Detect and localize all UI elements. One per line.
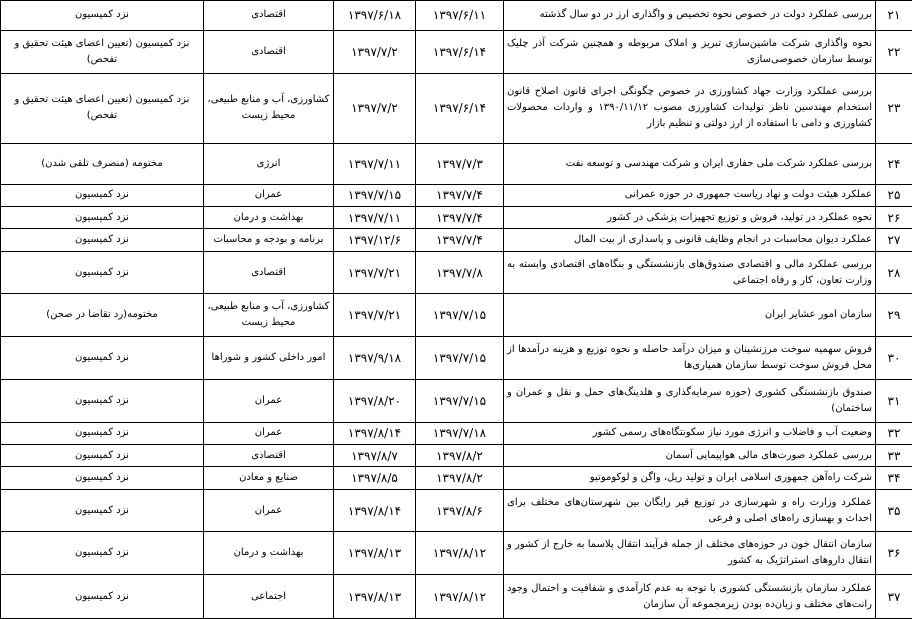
commission-cell: برنامه و بودجه و محاسبات [204,229,334,251]
row-number-cell: ۲۵ [876,184,912,206]
table-row [1,575,912,619]
row-number-cell: ۲۹ [876,294,912,337]
request-date-cell: ۱۳۹۷/۸/۶ [416,489,504,532]
row-number-cell: ۳۴ [876,467,912,489]
subject-cell: بررسی عملکرد مالی و اقتصادی صندوق‌های بازنشستگی و بنگاه‌های اقتصادی وابسته به وزارت تعاون، کار و رفاه اجتماعی [504,251,876,294]
table-row [1,379,912,422]
commission-cell: عمران [204,184,334,206]
status-cell: مختومه(رد تقاضا در صحن) [1,294,204,337]
table-body [1,1,912,619]
request-date-cell: ۱۳۹۷/۸/۱۲ [416,532,504,575]
status-cell: مختومه (منصرف تلقی شدن) [1,144,204,185]
commission-cell: صنایع و معادن [204,467,334,489]
row-number-cell: ۳۱ [876,379,912,422]
table-row [1,30,912,73]
status-cell: نزد کمیسیون [1,467,204,489]
commission-cell: کشاورزی، آب و منابع طبیعی، محیط زیست [204,294,334,337]
referral-date-cell: ۱۳۹۷/۷/۱۵ [334,184,416,206]
table-row [1,251,912,294]
referral-date-cell: ۱۳۹۷/۷/۲ [334,73,416,143]
status-cell: نزد کمیسیون [1,422,204,444]
commission-cell: عمران [204,379,334,422]
commission-cell: عمران [204,422,334,444]
referral-date-cell: ۱۳۹۷/۸/۱۴ [334,422,416,444]
row-number-cell: ۲۳ [876,73,912,143]
subject-cell: بررسی عملکرد صورت‌های مالی هواپیمایی آسمان [504,444,876,466]
table-row [1,294,912,337]
status-cell: نزد کمیسیون (تعیین اعضای هیئت تحقیق و تفحص) [1,30,204,73]
table-row [1,489,912,532]
table-row [1,444,912,466]
request-date-cell: ۱۳۹۷/۷/۱۵ [416,379,504,422]
subject-cell: عملکرد سازمان بازنشستگی کشوری با توجه به عدم کارآمدی و شفافیت و احتمال وجود رانت‌های مختلف و زیان‌ده بودن زیرمجموعه آن سازمان [504,575,876,619]
table-row [1,422,912,444]
subject-cell: شرکت راه‌آهن جمهوری اسلامی ایران و تولید ریل، واگن و لوکوموتیو [504,467,876,489]
commission-cell: بهداشت و درمان [204,532,334,575]
table-row [1,229,912,251]
row-number-cell: ۲۴ [876,144,912,185]
subject-cell: عملکرد وزارت راه و شهرسازی در توزیع قیر رایگان بین شهرستان‌های مختلف برای احداث و بهسازی راه‌های اصلی و فرعی [504,489,876,532]
commission-cell: اجتماعی [204,575,334,619]
request-date-cell: ۱۳۹۷/۷/۴ [416,229,504,251]
request-date-cell: ۱۳۹۷/۶/۱۴ [416,73,504,143]
subject-cell: بررسی عملکرد شرکت ملی حفاری ایران و شرکت مهندسی و توسعه نفت [504,144,876,185]
table-row [1,337,912,380]
row-number-cell: ۲۱ [876,1,912,31]
status-cell: نزد کمیسیون [1,532,204,575]
status-cell: نزد کمیسیون [1,206,204,228]
request-date-cell: ۱۳۹۷/۸/۲ [416,444,504,466]
table-row [1,73,912,143]
request-date-cell: ۱۳۹۷/۸/۲ [416,467,504,489]
request-date-cell: ۱۳۹۷/۶/۱۱ [416,1,504,31]
status-cell: نزد کمیسیون [1,575,204,619]
referral-date-cell: ۱۳۹۷/۱۲/۶ [334,229,416,251]
referral-date-cell: ۱۳۹۷/۷/۲۱ [334,294,416,337]
referral-date-cell: ۱۳۹۷/۹/۱۸ [334,337,416,380]
referral-date-cell: ۱۳۹۷/۸/۱۴ [334,489,416,532]
row-number-cell: ۲۸ [876,251,912,294]
commission-cell: اقتصادی [204,444,334,466]
commission-cell: کشاورزی، آب و منابع طبیعی، محیط زیست [204,73,334,143]
subject-cell: نحوه عملکرد در تولید، فروش و توزیع تجهیزات پزشکی در کشور [504,206,876,228]
row-number-cell: ۲۶ [876,206,912,228]
commission-cell: امور داخلی کشور و شوراها [204,337,334,380]
referral-date-cell: ۱۳۹۷/۸/۱۳ [334,575,416,619]
commission-cell: بهداشت و درمان [204,206,334,228]
subject-cell: عملکرد دیوان محاسبات در انجام وظایف قانونی و پاسداری از بیت المال [504,229,876,251]
status-cell: نزد کمیسیون [1,251,204,294]
referral-date-cell: ۱۳۹۷/۷/۲ [334,30,416,73]
status-cell: نزد کمیسیون (تعیین اعضای هیئت تحقیق و تفحص) [1,73,204,143]
table-row [1,532,912,575]
commission-cell: اقتصادی [204,30,334,73]
referral-date-cell: ۱۳۹۷/۷/۲۱ [334,251,416,294]
referral-date-cell: ۱۳۹۷/۸/۵ [334,467,416,489]
request-date-cell: ۱۳۹۷/۷/۱۵ [416,294,504,337]
referral-date-cell: ۱۳۹۷/۷/۱۱ [334,144,416,185]
status-cell: نزد کمیسیون [1,489,204,532]
request-date-cell: ۱۳۹۷/۶/۱۴ [416,30,504,73]
request-date-cell: ۱۳۹۷/۷/۱۸ [416,422,504,444]
table-row [1,184,912,206]
subject-cell: عملکرد هیئت دولت و نهاد ریاست جمهوری در حوزه عمرانی [504,184,876,206]
commission-cell: اقتصادی [204,1,334,31]
status-cell: نزد کمیسیون [1,337,204,380]
subject-cell: صندوق بازنشستگی کشوری (حوزه سرمایه‌گذاری و هلدینگ‌های حمل و نقل و عمران و ساختمان) [504,379,876,422]
row-number-cell: ۳۶ [876,532,912,575]
row-number-cell: ۳۲ [876,422,912,444]
row-number-cell: ۳۷ [876,575,912,619]
request-date-cell: ۱۳۹۷/۸/۱۲ [416,575,504,619]
referral-date-cell: ۱۳۹۷/۸/۲۰ [334,379,416,422]
referral-date-cell: ۱۳۹۷/۸/۷ [334,444,416,466]
table-row [1,1,912,31]
table-row [1,206,912,228]
table-row [1,467,912,489]
commission-cell: عمران [204,489,334,532]
subject-cell: بررسی عملکرد دولت در خصوص نحوه تخصیص و واگذاری ارز در دو سال گذشته [504,1,876,31]
status-cell: نزد کمیسیون [1,379,204,422]
request-date-cell: ۱۳۹۷/۷/۱۵ [416,337,504,380]
referral-date-cell: ۱۳۹۷/۸/۱۳ [334,532,416,575]
request-date-cell: ۱۳۹۷/۷/۴ [416,206,504,228]
commission-cell: اقتصادی [204,251,334,294]
row-number-cell: ۲۲ [876,30,912,73]
request-date-cell: ۱۳۹۷/۷/۳ [416,144,504,185]
row-number-cell: ۲۷ [876,229,912,251]
subject-cell: سازمان امور عشایر ایران [504,294,876,337]
status-cell: نزد کمیسیون [1,444,204,466]
row-number-cell: ۳۳ [876,444,912,466]
status-cell: نزد کمیسیون [1,184,204,206]
status-cell: نزد کمیسیون [1,229,204,251]
table-row [1,144,912,185]
referral-date-cell: ۱۳۹۷/۶/۱۸ [334,1,416,31]
row-number-cell: ۳۵ [876,489,912,532]
request-date-cell: ۱۳۹۷/۷/۴ [416,184,504,206]
subject-cell: فروش سهمیه سوخت مرزنشینان و میزان درآمد حاصله و نحوه توزیع و هزینه درآمدها از محل فروش سوخت توسط سازمان همیاری‌ها [504,337,876,380]
commission-cell: انرژی [204,144,334,185]
referral-date-cell: ۱۳۹۷/۷/۱۱ [334,206,416,228]
subject-cell: بررسی عملکرد وزارت جهاد کشاورزی در خصوص چگونگی اجرای قانون اصلاح قانون استخدام مهندسین ناظر تولیدات کشاورزی مصوب ۱۳۹۰/۱۱/۱۲ و واردات محصولات کشاورزی و دامی با استفاده از ارز دولتی و تنظیم بازار [504,73,876,143]
row-number-cell: ۳۰ [876,337,912,380]
status-cell: نزد کمیسیون [1,1,204,31]
subject-cell: نحوه واگذاری شرکت ماشین‌سازی تبریز و املاک مربوطه و همچنین شرکت آذر چلیک توسط سازمان خصوصی‌سازی [504,30,876,73]
request-date-cell: ۱۳۹۷/۷/۸ [416,251,504,294]
subject-cell: وضعیت آب و فاضلاب و انرژی مورد نیاز سکونتگاه‌های رسمی کشور [504,422,876,444]
subject-cell: سازمان انتقال خون در حوزه‌های مختلف از جمله فرآیند انتقال پلاسما به خارج از کشور و انتقال داروهای استراتژیک به کشور [504,532,876,575]
